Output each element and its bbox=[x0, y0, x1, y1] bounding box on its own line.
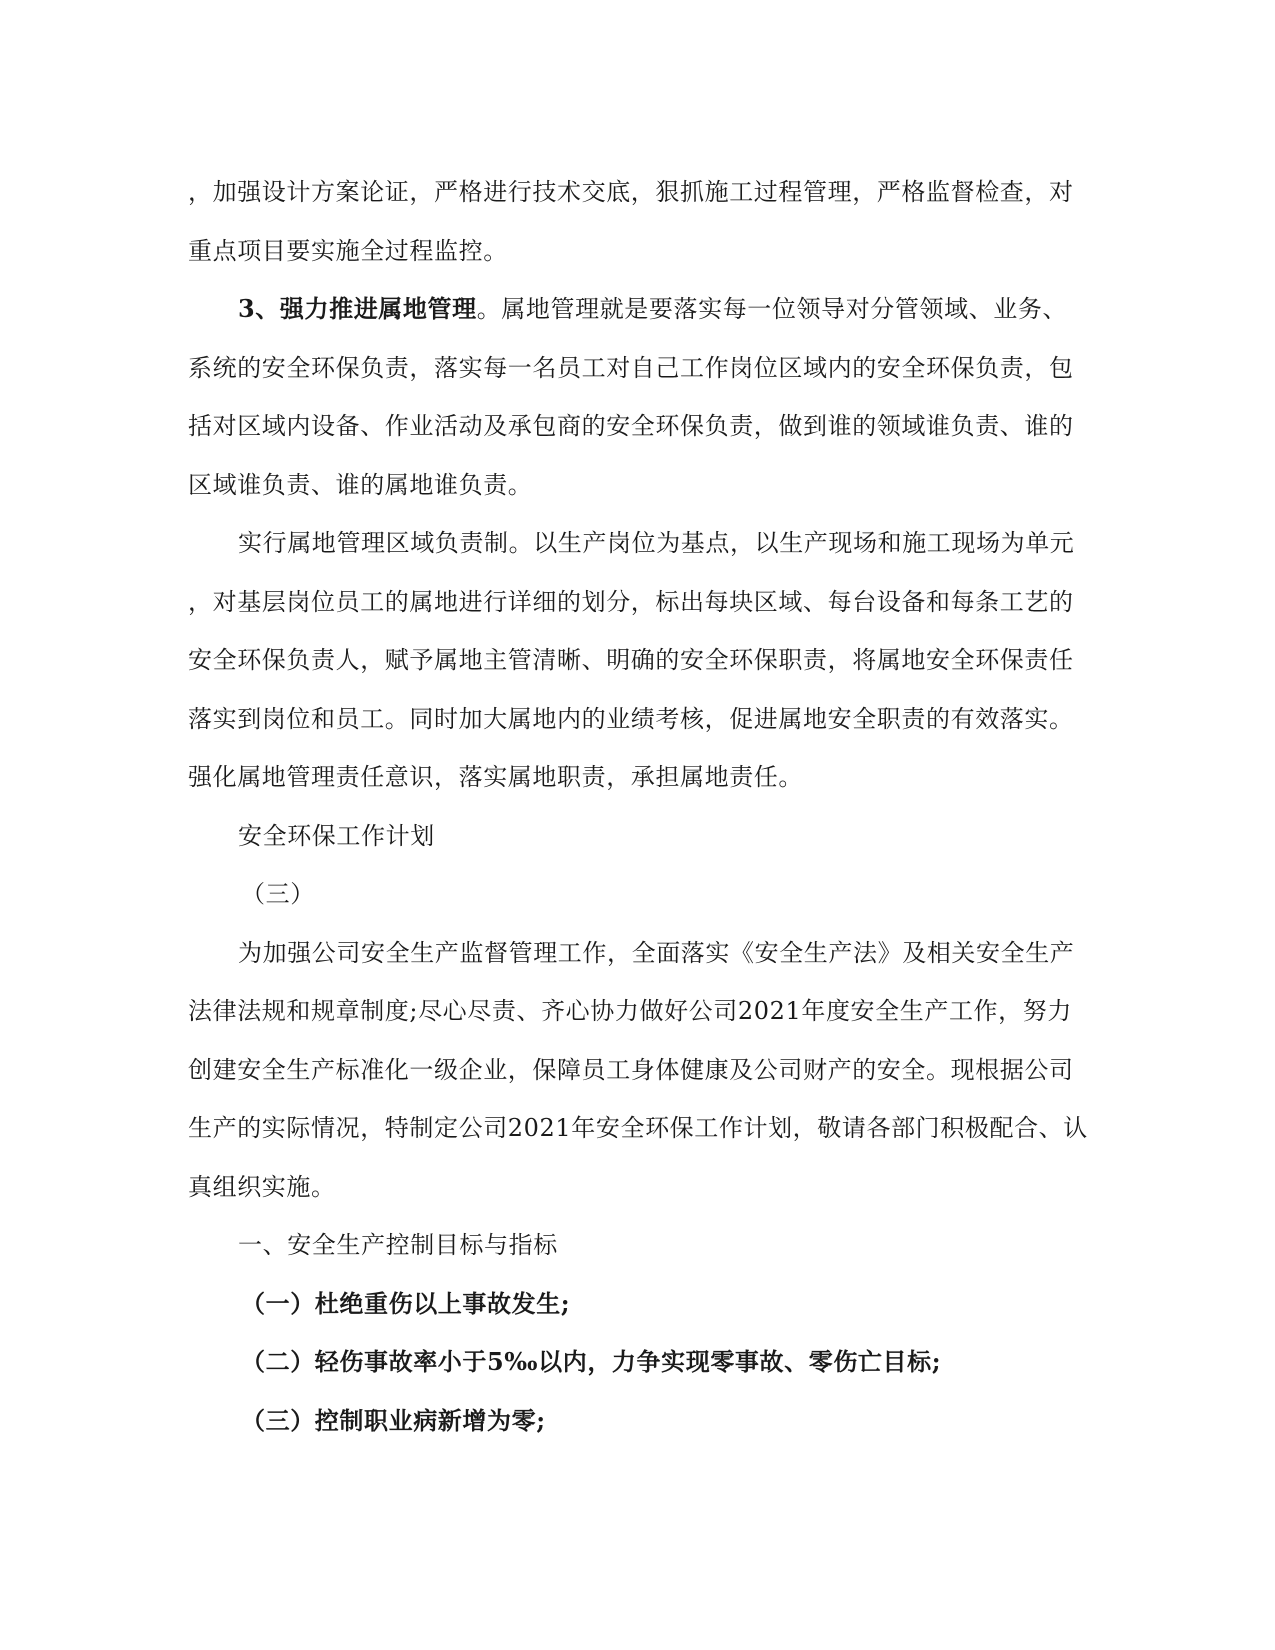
paragraph-line: 强化属地管理责任意识，落实属地职责，承担属地责任。 bbox=[188, 763, 803, 791]
paragraph-line: 法律法规和规章制度;尽心尽责、齐心协力做好公司2021年度安全生产工作，努力 bbox=[188, 997, 1072, 1025]
paragraph-line: 安全环保负责人，赋予属地主管清晰、明确的安全环保职责，将属地安全环保责任 bbox=[188, 646, 1074, 674]
paragraph-line: ，加强设计方案论证，严格进行技术交底，狠抓施工过程管理，严格监督检查，对 bbox=[188, 178, 1074, 206]
paragraph-line: 系统的安全环保负责，落实每一名员工对自己工作岗位区域内的安全环保负责，包 bbox=[188, 353, 1074, 382]
section-heading: 3、强力推进属地管理 bbox=[238, 294, 477, 323]
section-title: 安全环保工作计划 bbox=[238, 821, 435, 850]
heading-line: 一、安全生产控制目标与指标 bbox=[238, 1231, 558, 1259]
paragraph-line: 重点项目要实施全过程监控。 bbox=[188, 236, 508, 265]
list-item: （三）控制职业病新增为零; bbox=[241, 1405, 546, 1435]
paragraph-line: 落实到岗位和员工。同时加大属地内的业绩考核，促进属地安全职责的有效落实。 bbox=[188, 704, 1074, 733]
document-page bbox=[188, 163, 1088, 1450]
paragraph-line bbox=[188, 280, 1088, 339]
paragraph-text: 。属地管理就是要落实每一位领导对分管领域、业务、 bbox=[476, 295, 1068, 323]
paragraph-line: 生产的实际情况，特制定公司2021年安全环保工作计划，敬请各部门积极配合、认 bbox=[188, 1114, 1088, 1142]
paragraph-line: 真组织实施。 bbox=[188, 1172, 336, 1201]
paragraph-line: 实行属地管理区域负责制。以生产岗位为基点，以生产现场和施工现场为单元 bbox=[238, 529, 1075, 557]
paragraph-line: 为加强公司安全生产监督管理工作，全面落实《安全生产法》及相关安全生产 bbox=[238, 938, 1075, 967]
paragraph-line: 括对区域内设备、作业活动及承包商的安全环保负责，做到谁的领域谁负责、谁的 bbox=[188, 412, 1074, 440]
list-item: （二）轻伤事故率小于5‰以内，力争实现零事故、零伤亡目标; bbox=[241, 1347, 942, 1376]
paragraph-line: 区域谁负责、谁的属地谁负责。 bbox=[188, 470, 533, 499]
paragraph-line: ，对基层岗位员工的属地进行详细的划分，标出每块区域、每台设备和每条工艺的 bbox=[188, 587, 1074, 616]
section-number: （三） bbox=[241, 880, 315, 908]
list-item: （一）杜绝重伤以上事故发生; bbox=[241, 1288, 571, 1318]
paragraph-line: 创建安全生产标准化一级企业，保障员工身体健康及公司财产的安全。现根据公司 bbox=[188, 1055, 1074, 1084]
